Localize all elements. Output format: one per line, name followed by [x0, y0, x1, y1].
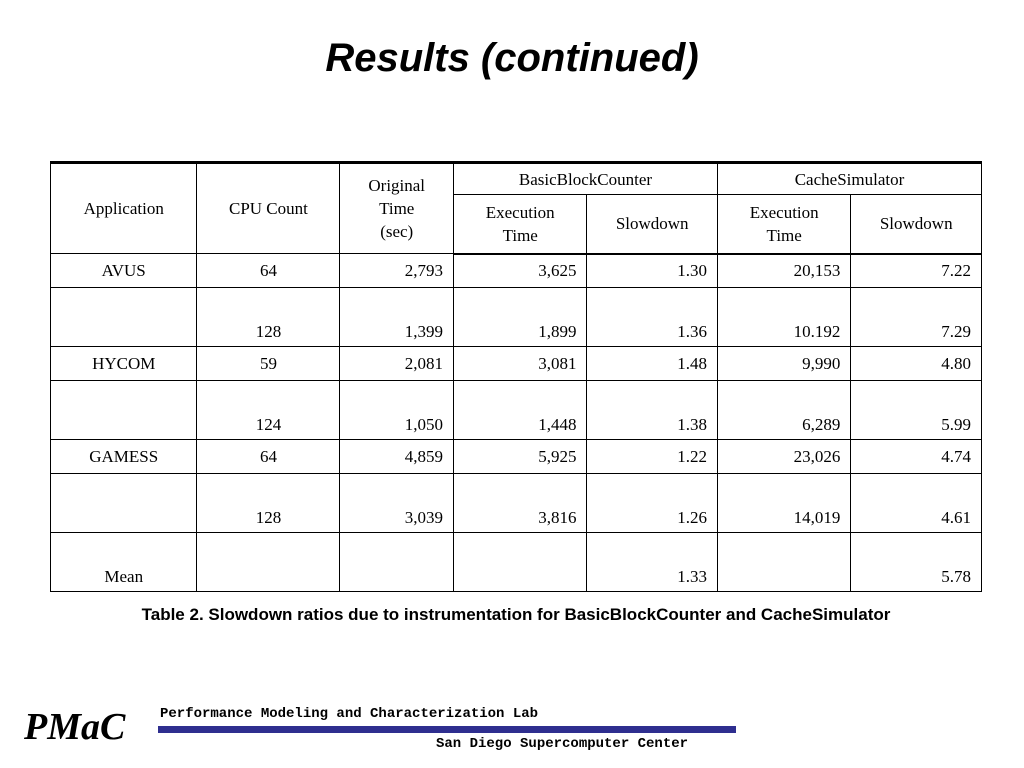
cell-application: GAMESS	[51, 440, 197, 474]
table-row	[51, 347, 982, 381]
cell-bbc-execution-time: 1,899	[453, 288, 586, 347]
cell-cache-slowdown: 4.61	[851, 474, 982, 533]
slide-title: Results (continued)	[325, 36, 699, 80]
header-bbc-slowdown: Slowdown	[587, 195, 718, 254]
cell-cpu-count: 124	[197, 381, 340, 440]
cell-cache-slowdown: 5.78	[851, 533, 982, 592]
cell-original-time: 2,081	[340, 347, 454, 381]
header-group-basicblockcounter: BasicBlockCounter	[453, 163, 717, 195]
header-cache-slowdown: Slowdown	[851, 195, 982, 254]
cell-bbc-slowdown: 1.48	[587, 347, 718, 381]
header-cache-execution-line-2: Time	[766, 225, 802, 245]
cell-cpu-count: 59	[197, 347, 340, 381]
header-row-1	[51, 163, 982, 195]
table-caption: Table 2. Slowdown ratios due to instrumentation for BasicBlockCounter and CacheSimulator	[141, 605, 891, 624]
cell-bbc-execution-time	[453, 533, 586, 592]
header-cache-execution-line-1: Execution	[749, 202, 819, 222]
cell-cache-slowdown: 7.22	[851, 254, 982, 288]
cell-cpu-count: 64	[197, 440, 340, 474]
cell-cpu-count	[197, 533, 340, 592]
footer-rule	[158, 726, 736, 733]
cell-cache-execution-time	[717, 533, 850, 592]
table-row	[51, 254, 982, 288]
cell-original-time: 3,039	[340, 474, 454, 533]
cell-cpu-count: 128	[197, 288, 340, 347]
cell-application	[51, 381, 197, 440]
cell-cache-slowdown: 7.29	[851, 288, 982, 347]
cell-application: AVUS	[51, 254, 197, 288]
results-table	[50, 161, 982, 592]
header-group-cachesimulator: CacheSimulator	[717, 163, 981, 195]
cell-bbc-slowdown: 1.22	[587, 440, 718, 474]
cell-cache-slowdown: 4.74	[851, 440, 982, 474]
header-bbc-execution-line-2: Time	[502, 225, 538, 245]
table-row	[51, 474, 982, 533]
cell-bbc-slowdown: 1.36	[587, 288, 718, 347]
cell-cache-slowdown: 5.99	[851, 381, 982, 440]
table-header	[51, 163, 982, 254]
cell-application	[51, 288, 197, 347]
header-original-time	[340, 163, 454, 254]
lab-name: Performance Modeling and Characterization Lab	[160, 706, 539, 722]
center-name: San Diego Supercomputer Center	[436, 736, 689, 752]
cell-cache-execution-time: 14,019	[717, 474, 850, 533]
header-application: Application	[51, 163, 197, 254]
header-original-time-line-1: Original	[368, 176, 426, 195]
cell-application: Mean	[51, 533, 197, 592]
cell-bbc-slowdown: 1.26	[587, 474, 718, 533]
table-row	[51, 288, 982, 347]
header-original-time-line-2: Time	[379, 199, 415, 218]
header-cache-execution-time	[717, 195, 850, 254]
cell-application	[51, 474, 197, 533]
cell-bbc-slowdown: 1.30	[587, 254, 718, 288]
cell-cpu-count: 64	[197, 254, 340, 288]
cell-original-time: 1,399	[340, 288, 454, 347]
cell-bbc-execution-time: 3,081	[453, 347, 586, 381]
cell-cpu-count: 128	[197, 474, 340, 533]
table-row	[51, 440, 982, 474]
header-bbc-execution-time	[453, 195, 586, 254]
cell-bbc-execution-time: 3,816	[453, 474, 586, 533]
cell-original-time: 2,793	[340, 254, 454, 288]
cell-original-time: 4,859	[340, 440, 454, 474]
cell-bbc-slowdown: 1.33	[587, 533, 718, 592]
table-row	[51, 381, 982, 440]
table-body	[51, 254, 982, 592]
cell-cache-execution-time: 10.192	[717, 288, 850, 347]
cell-cache-execution-time: 6,289	[717, 381, 850, 440]
cell-cache-slowdown: 4.80	[851, 347, 982, 381]
cell-bbc-execution-time: 3,625	[453, 254, 586, 288]
cell-original-time	[340, 533, 454, 592]
cell-original-time: 1,050	[340, 381, 454, 440]
header-cpu-count: CPU Count	[197, 163, 340, 254]
cell-cache-execution-time: 23,026	[717, 440, 850, 474]
cell-application: HYCOM	[51, 347, 197, 381]
cell-cache-execution-time: 20,153	[717, 254, 850, 288]
cell-bbc-execution-time: 1,448	[453, 381, 586, 440]
cell-cache-execution-time: 9,990	[717, 347, 850, 381]
table-row-mean	[51, 533, 982, 592]
header-bbc-execution-line-1: Execution	[485, 202, 555, 222]
pmac-logo: PMaC	[24, 706, 126, 748]
cell-bbc-slowdown: 1.38	[587, 381, 718, 440]
cell-bbc-execution-time: 5,925	[453, 440, 586, 474]
header-original-time-line-3: (sec)	[380, 222, 414, 241]
